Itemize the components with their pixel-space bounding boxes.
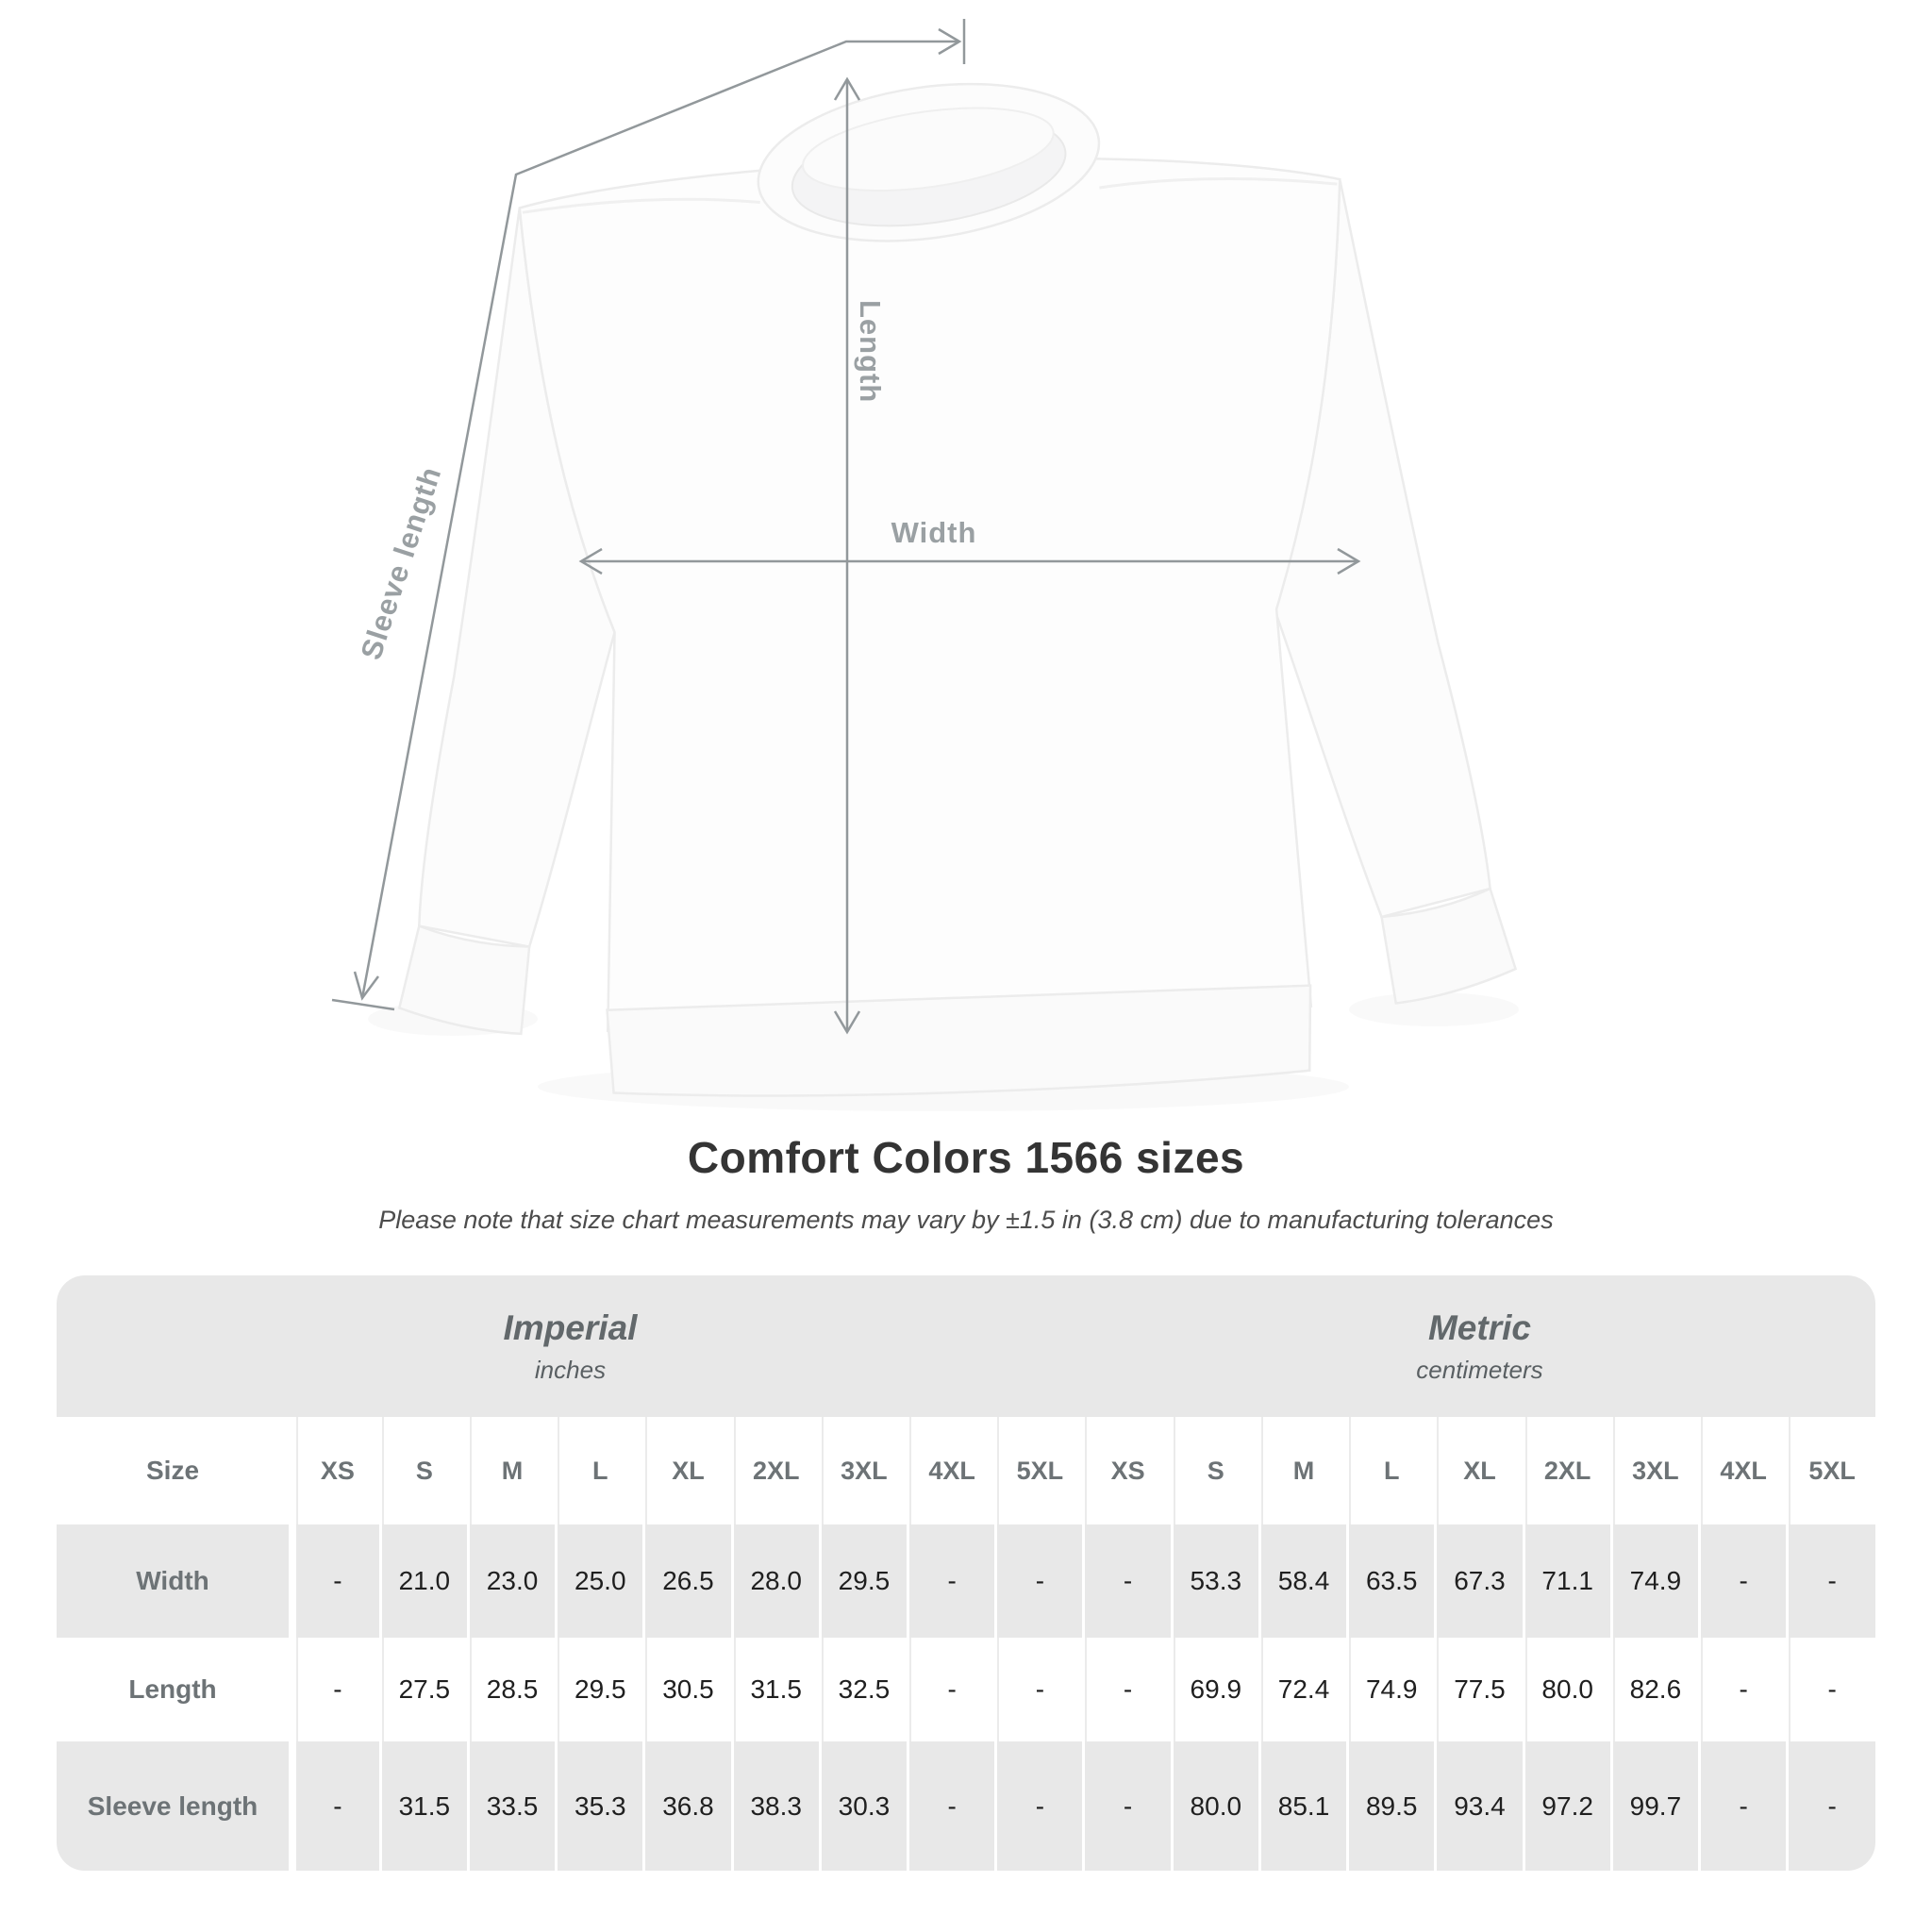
size-header-row <box>57 1417 1875 1524</box>
imperial-sublabel: inches <box>534 1355 607 1384</box>
table-cell: 28.0 <box>732 1524 820 1638</box>
sweatshirt <box>367 50 1519 1112</box>
size-col-header: 2XL <box>1524 1417 1611 1524</box>
size-col-header: XL <box>1436 1417 1524 1524</box>
table-cell: 21.0 <box>380 1524 468 1638</box>
table-row <box>57 1741 1875 1871</box>
table-cell: 31.5 <box>380 1741 468 1871</box>
size-col-header: XS <box>292 1417 380 1524</box>
table-cell: 23.0 <box>468 1524 556 1638</box>
sleeve-end-tick <box>332 1000 394 1009</box>
imperial-label: Imperial <box>503 1307 638 1347</box>
table-row <box>57 1638 1875 1741</box>
table-cell: 29.5 <box>557 1638 644 1741</box>
table-cell: 27.5 <box>380 1638 468 1741</box>
table-cell: - <box>1084 1524 1172 1638</box>
table-cell: 30.3 <box>820 1741 908 1871</box>
table-cell: - <box>908 1524 996 1638</box>
table-cell: - <box>1788 1638 1875 1741</box>
table-cell: 74.9 <box>1348 1638 1436 1741</box>
table-cell: 33.5 <box>468 1741 556 1871</box>
table-cell: - <box>1700 1638 1788 1741</box>
size-table-container <box>57 1275 1875 1871</box>
table-cell: 53.3 <box>1172 1524 1259 1638</box>
size-col-header: M <box>468 1417 556 1524</box>
size-table <box>57 1275 1875 1871</box>
table-cell: - <box>292 1638 380 1741</box>
table-cell: - <box>1788 1524 1875 1638</box>
row-label: Sleeve length <box>57 1741 292 1871</box>
table-cell: - <box>292 1524 380 1638</box>
table-cell: 74.9 <box>1611 1524 1699 1638</box>
size-col-header: XL <box>644 1417 732 1524</box>
table-cell: - <box>996 1741 1084 1871</box>
size-col-header: 3XL <box>820 1417 908 1524</box>
size-col-header: 4XL <box>1700 1417 1788 1524</box>
unit-group-metric <box>1084 1275 1875 1417</box>
table-cell: 38.3 <box>732 1741 820 1871</box>
table-cell: 99.7 <box>1611 1741 1699 1871</box>
size-col-header: XS <box>1084 1417 1172 1524</box>
unit-band-row <box>57 1275 1875 1417</box>
table-cell: - <box>292 1741 380 1871</box>
size-col-header: 2XL <box>732 1417 820 1524</box>
col-header-size: Size <box>57 1417 292 1524</box>
size-col-header: 4XL <box>908 1417 996 1524</box>
size-chart-subtitle: Please note that size chart measurements may vary by ±1.5 in (3.8 cm) due to manufacturing tolerances <box>378 1206 1554 1234</box>
table-cell: - <box>996 1638 1084 1741</box>
table-cell: 97.2 <box>1524 1741 1611 1871</box>
unit-group-imperial <box>57 1275 1084 1417</box>
table-cell: 89.5 <box>1348 1741 1436 1871</box>
size-chart-title: Comfort Colors 1566 sizes <box>687 1133 1245 1182</box>
size-col-header: 3XL <box>1611 1417 1699 1524</box>
table-cell: 26.5 <box>644 1524 732 1638</box>
table-cell: 69.9 <box>1172 1638 1259 1741</box>
table-cell: - <box>1700 1741 1788 1871</box>
table-cell: 30.5 <box>644 1638 732 1741</box>
table-cell: 67.3 <box>1436 1524 1524 1638</box>
table-cell: 93.4 <box>1436 1741 1524 1871</box>
table-cell: 82.6 <box>1611 1638 1699 1741</box>
row-label: Width <box>57 1524 292 1638</box>
table-cell: - <box>996 1524 1084 1638</box>
size-col-header: M <box>1259 1417 1347 1524</box>
size-col-header: 5XL <box>1788 1417 1875 1524</box>
table-cell: 85.1 <box>1259 1741 1347 1871</box>
table-cell: 80.0 <box>1172 1741 1259 1871</box>
table-cell: 77.5 <box>1436 1638 1524 1741</box>
row-label: Length <box>57 1638 292 1741</box>
metric-label: Metric <box>1427 1307 1531 1347</box>
table-cell: 25.0 <box>557 1524 644 1638</box>
body-panel <box>519 146 1369 1033</box>
table-cell: 35.3 <box>557 1741 644 1871</box>
sleeve-length-label: Sleeve length <box>354 462 448 664</box>
metric-sublabel: centimeters <box>1416 1355 1543 1384</box>
table-cell: 71.1 <box>1524 1524 1611 1638</box>
size-col-header: 5XL <box>996 1417 1084 1524</box>
table-cell: 36.8 <box>644 1741 732 1871</box>
table-cell: 31.5 <box>732 1638 820 1741</box>
size-col-header: S <box>1172 1417 1259 1524</box>
size-col-header: L <box>557 1417 644 1524</box>
table-cell: 28.5 <box>468 1638 556 1741</box>
width-label: Width <box>891 516 977 549</box>
table-cell: 72.4 <box>1259 1638 1347 1741</box>
table-cell: - <box>1788 1741 1875 1871</box>
table-cell: - <box>908 1638 996 1741</box>
length-label: Length <box>854 300 887 404</box>
table-cell: 32.5 <box>820 1638 908 1741</box>
table-row <box>57 1524 1875 1638</box>
size-col-header: L <box>1348 1417 1436 1524</box>
table-cell: - <box>908 1741 996 1871</box>
table-cell: 58.4 <box>1259 1524 1347 1638</box>
table-cell: 63.5 <box>1348 1524 1436 1638</box>
table-cell: - <box>1084 1741 1172 1871</box>
table-cell: 80.0 <box>1524 1638 1611 1741</box>
table-cell: - <box>1084 1638 1172 1741</box>
table-cell: - <box>1700 1524 1788 1638</box>
table-cell: 29.5 <box>820 1524 908 1638</box>
size-col-header: S <box>380 1417 468 1524</box>
